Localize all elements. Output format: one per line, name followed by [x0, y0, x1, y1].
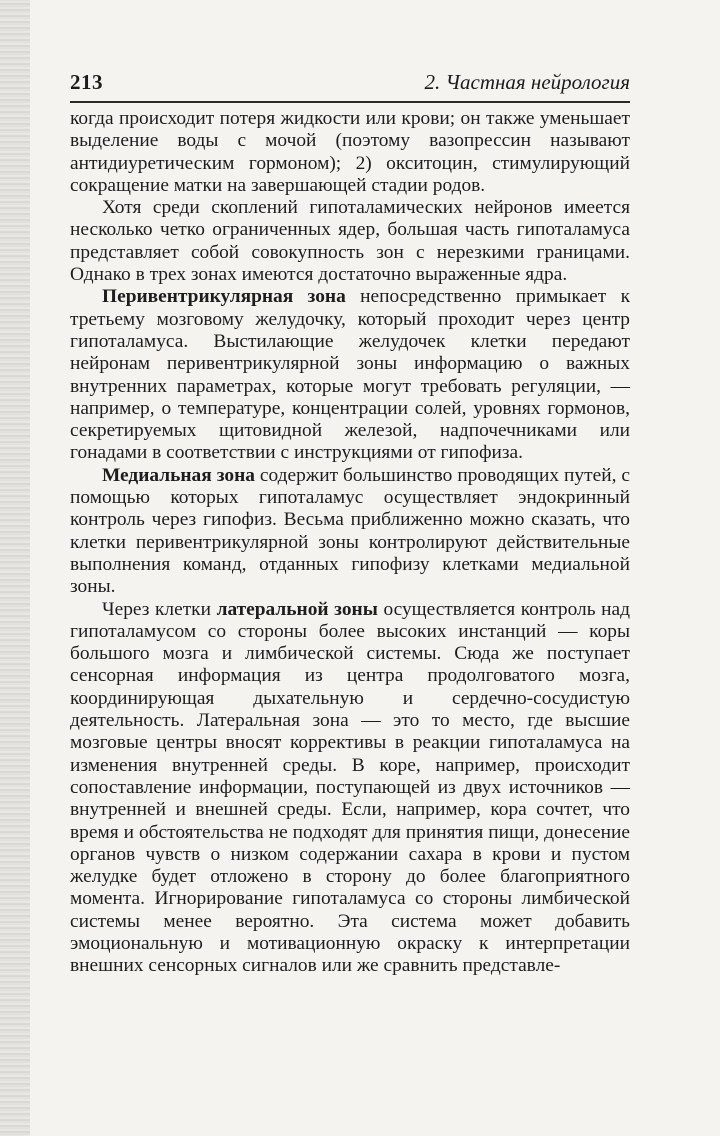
paragraph-2	[70, 197, 630, 286]
paragraph-5-text: осуществляется контроль над гипоталамусом со стороны более высоких инстанций — коры большого мозга и лимбической системы. Сюда же поступает сенсорная информация из центра продолговатого мозга, координирующая дыхательную и сердечно-сосудистую деятельность. Латеральная зона — это то место, где высшие мозговые центры вносят коррективы в реакции гипоталамуса на изменения внутренней среды. В коре, например, происходит сопоставление информации, поступающей из двух источников — внутренней и внешней среды. Если, например, кора сочтет, что время и обстоятельства не подходят для принятия пищи, донесение органов чувств о низком содержании сахара в крови и пустом желудке будет отложено в сторону до более благоприятного момента. Игнорирование гипоталамуса со стороны лимбической системы менее вероятно. Эта система может добавить эмоциональную и мотивационную окраску к интерпретации внешних сенсорных сигналов или же сравнить представле-	[70, 598, 630, 977]
header-rule	[70, 101, 630, 103]
paragraph-2-text: Хотя среди скоплений гипоталамических нейронов имеется несколько четко ограниченных ядер, большая часть гипоталамуса представляет собой совокупность зон с нерезкими границами. Однако в трех зонах имеются достаточно выраженные ядра.	[70, 197, 630, 286]
running-head: 2. Частная нейрология	[424, 70, 630, 94]
body-text	[70, 108, 630, 978]
page-edge-shadow	[0, 0, 30, 1136]
paragraph-4	[70, 465, 630, 599]
paragraph-4-text: содержит большинство проводящих путей, с помощью которых гипоталамус осуществляет эндокринный контроль через гипофиз. Весьма приближенно можно сказать, что клетки перивентрикулярной зоны контролируют действительные выполнения команд, отданных гипофизу клетками медиальной зоны.	[70, 464, 630, 598]
term-medial-zone: Медиальная зона	[102, 464, 255, 486]
paragraph-1-text: когда происходит потеря жидкости или крови; он также уменьшает выделение воды с мочой (поэтому вазопрессин называют антидиуретическим гормоном); 2) окситоцин, стимулирующий сокращение матки на завершающей стадии родов.	[70, 108, 630, 196]
term-periventricular-zone: Перивентрикулярная зона	[102, 286, 346, 308]
page-number: 213	[70, 70, 103, 94]
term-lateral-zone: латеральной зоны	[216, 598, 378, 620]
paragraph-3	[70, 286, 630, 464]
paragraph-5	[70, 599, 630, 978]
paragraph-3-text: непосредственно примыкает к третьему мозговому желудочку, который проходит через центр гипоталамуса. Выстилающие желудочек клетки передают нейронам перивентрикулярной зоны информацию о важных внутренних параметрах, которые могут требовать регуляции, — например, о температуре, концентрации солей, уровнях гормонов, секретируемых щитовидной железой, надпочечниками или гонадами в соответствии с инструкциями от гипофиза.	[70, 286, 631, 464]
paragraph-1	[70, 108, 630, 197]
paragraph-5-pre: Через клетки	[102, 598, 217, 620]
page-header	[70, 66, 630, 100]
